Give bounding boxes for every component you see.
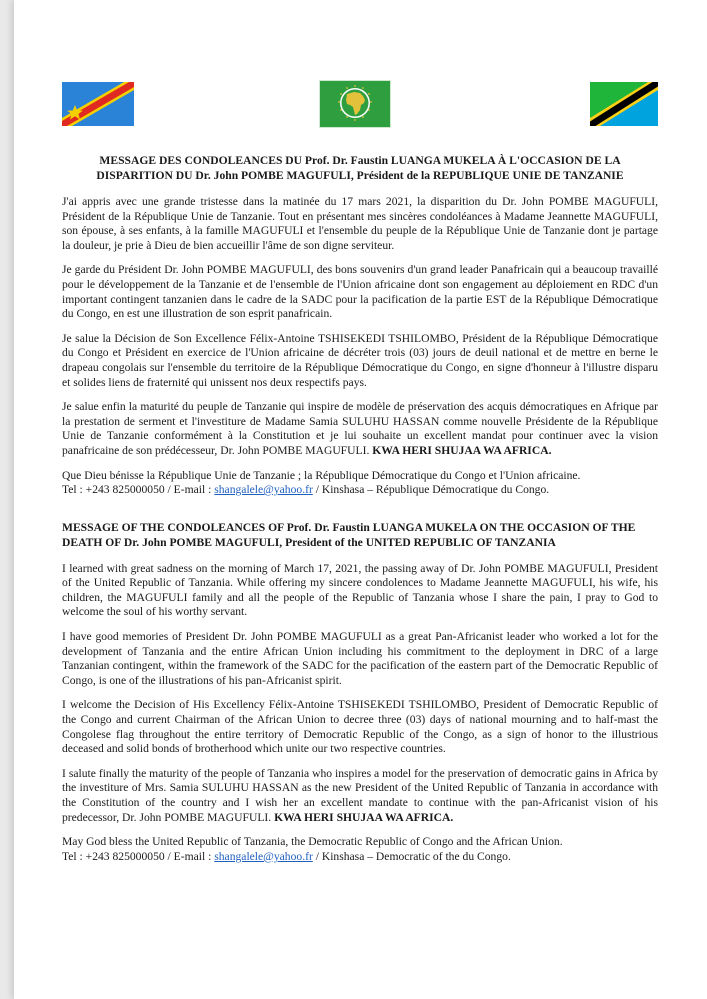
french-paragraph-4 bbox=[62, 400, 658, 458]
english-contact-line bbox=[62, 850, 658, 865]
english-closing: May God bless the United Republic of Tanzania, the Democratic Republic of Congo and the African Union. bbox=[62, 835, 563, 849]
french-contact-suffix: / Kinshasa – République Démocratique du Congo. bbox=[315, 483, 550, 497]
english-contact-suffix: / Kinshasa – Democratic of the du Congo. bbox=[315, 849, 511, 863]
french-title: MESSAGE DES CONDOLEANCES DU Prof. Dr. Faustin LUANGA MUKELA À L'OCCASION DE LA DISPARITION DU Dr. John POMBE MAGUFULI, Président de la REPUBLIQUE UNIE DE TANZANIE bbox=[96, 154, 624, 182]
english-farewell-bold: KWA HERI SHUJAA WA AFRICA. bbox=[274, 810, 454, 824]
flags-row bbox=[14, 82, 707, 134]
english-paragraph-3: I welcome the Decision of His Excellency Félix-Antoine TSHISEKEDI TSHILOMBO, President of Democratic Republic of the Congo and current Chairman of the African Union to decree three (03) days of national mourning and to half-mast the Congolese flag throughout the entire territory of Democratic Republic of the Congo, as a sign of honor to the illustrious deceased and solid bonds of brotherhood which unite our two respective countries. bbox=[62, 698, 658, 756]
letter-body bbox=[62, 153, 658, 864]
english-paragraph-4 bbox=[62, 767, 658, 825]
african-union-flag-icon bbox=[319, 80, 391, 128]
french-email-link[interactable]: shangalele@yahoo.fr bbox=[214, 483, 313, 497]
english-title: MESSAGE OF THE CONDOLEANCES OF Prof. Dr. Faustin LUANGA MUKELA ON THE OCCASION OF THE DEATH OF Dr. John POMBE MAGUFULI, President of the UNITED REPUBLIC OF TANZANIA bbox=[62, 520, 636, 549]
french-closing: Que Dieu bénisse la République Unie de Tanzanie ; la République Démocratique du Congo et l'Union africaine. bbox=[62, 468, 581, 482]
english-paragraph-4-text: I salute finally the maturity of the people of Tanzania who inspires a model for the preservation of democratic gains in Africa by the investiture of Mrs. Samia SULUHU HASSAN as the new President of the United Republic of Tanzania in accordance with the Constitution of the country and I wish her an excellent mandate to continue with the pan-Africanist vision of his predecessor, Dr. John POMBE MAGUFULI. bbox=[62, 766, 658, 824]
french-farewell-bold: KWA HERI SHUJAA WA AFRICA. bbox=[372, 443, 552, 457]
english-contact-prefix: Tel : +243 825000050 / E-mail : bbox=[62, 849, 212, 863]
section-separator bbox=[62, 498, 658, 520]
french-paragraph-2: Je garde du Président Dr. John POMBE MAGUFULI, des bons souvenirs d'un grand leader Panafricain qui a beaucoup travaillé pour le développement de la Tanzanie et de l'ensemble de l'Union africaine dont son engagement au déploiement en RDC d'un important contingent tanzanien dans le cadre de la SADC pour la pacification de la partie EST de la République Démocratique du Congo, en est une illustration de son esprit panafricain. bbox=[62, 263, 658, 321]
english-paragraph-1: I learned with great sadness on the morning of March 17, 2021, the passing away of Dr. John POMBE MAGUFULI, President of the United Republic of Tanzania. While offering my sincere condolences to Madame Jeannette MAGUFULI, his wife, his children, the MAGUFULI family and all the people of the Republic of Tanzania whose I share the pain, I pray to God to welcome the soul of his worthy servant. bbox=[62, 561, 658, 619]
french-contact-prefix: Tel : +243 825000050 / E-mail : bbox=[62, 483, 212, 497]
french-contact-line bbox=[62, 483, 658, 498]
english-email-link[interactable]: shangalele@yahoo.fr bbox=[214, 849, 313, 863]
drc-flag-icon bbox=[62, 82, 134, 126]
french-paragraph-4-text: Je salue enfin la maturité du peuple de Tanzanie qui inspire de modèle de préservation des acquis démocratiques en Afrique par la prestation de serment et l'investiture de Madame Samia SULUHU HASSAN comme nouvelle Présidente de la République Unie de Tanzanie conformément à la Constitution et je lui souhaite un excellent mandat pour continuer avec la vision panafricaine de son prédécesseur, Dr. John POMBE MAGUFULI. bbox=[62, 400, 658, 457]
tanzania-flag-icon bbox=[590, 82, 658, 126]
english-paragraph-2: I have good memories of President Dr. John POMBE MAGUFULI as a great Pan-Africanist leader who worked a lot for the development of Tanzania and the entire African Union including his commitment to the deployment in DRC of a large Tanzanian contingent, within the framework of the SADC for the pacification of the eastern part of the Democratic Republic of Congo, is one of the illustrations of his pan-Africanist spirit. bbox=[62, 630, 658, 687]
french-paragraph-3: Je salue la Décision de Son Excellence Félix-Antoine TSHISEKEDI TSHILOMBO, Président de la République Démocratique du Congo et Président en exercice de l'Union africaine de décréter trois (03) jours de deuil national et de mettre en berne le drapeau congolais sur l'ensemble du territoire de la République Démocratique du Congo, en signe d'honneur à l'illustre disparu et solides liens de fraternité qui unissent nos deux respectifs pays. bbox=[62, 331, 658, 389]
french-paragraph-1: J'ai appris avec une grande tristesse dans la matinée du 17 mars 2021, la disparition du Dr. John POMBE MAGUFULI, Président de la République Unie de Tanzanie. Tout en présentant mes sincères condoléances à Madame Jeannette MAGUFULI, son épouse, à ses enfants, à la famille MAGUFULI et l'ensemble du peuple de la République Unie de Tanzanie dont je partage la douleur, je prie à Dieu de bien accueillir l'âme de son digne serviteur. bbox=[62, 195, 658, 252]
document-page bbox=[14, 0, 707, 999]
